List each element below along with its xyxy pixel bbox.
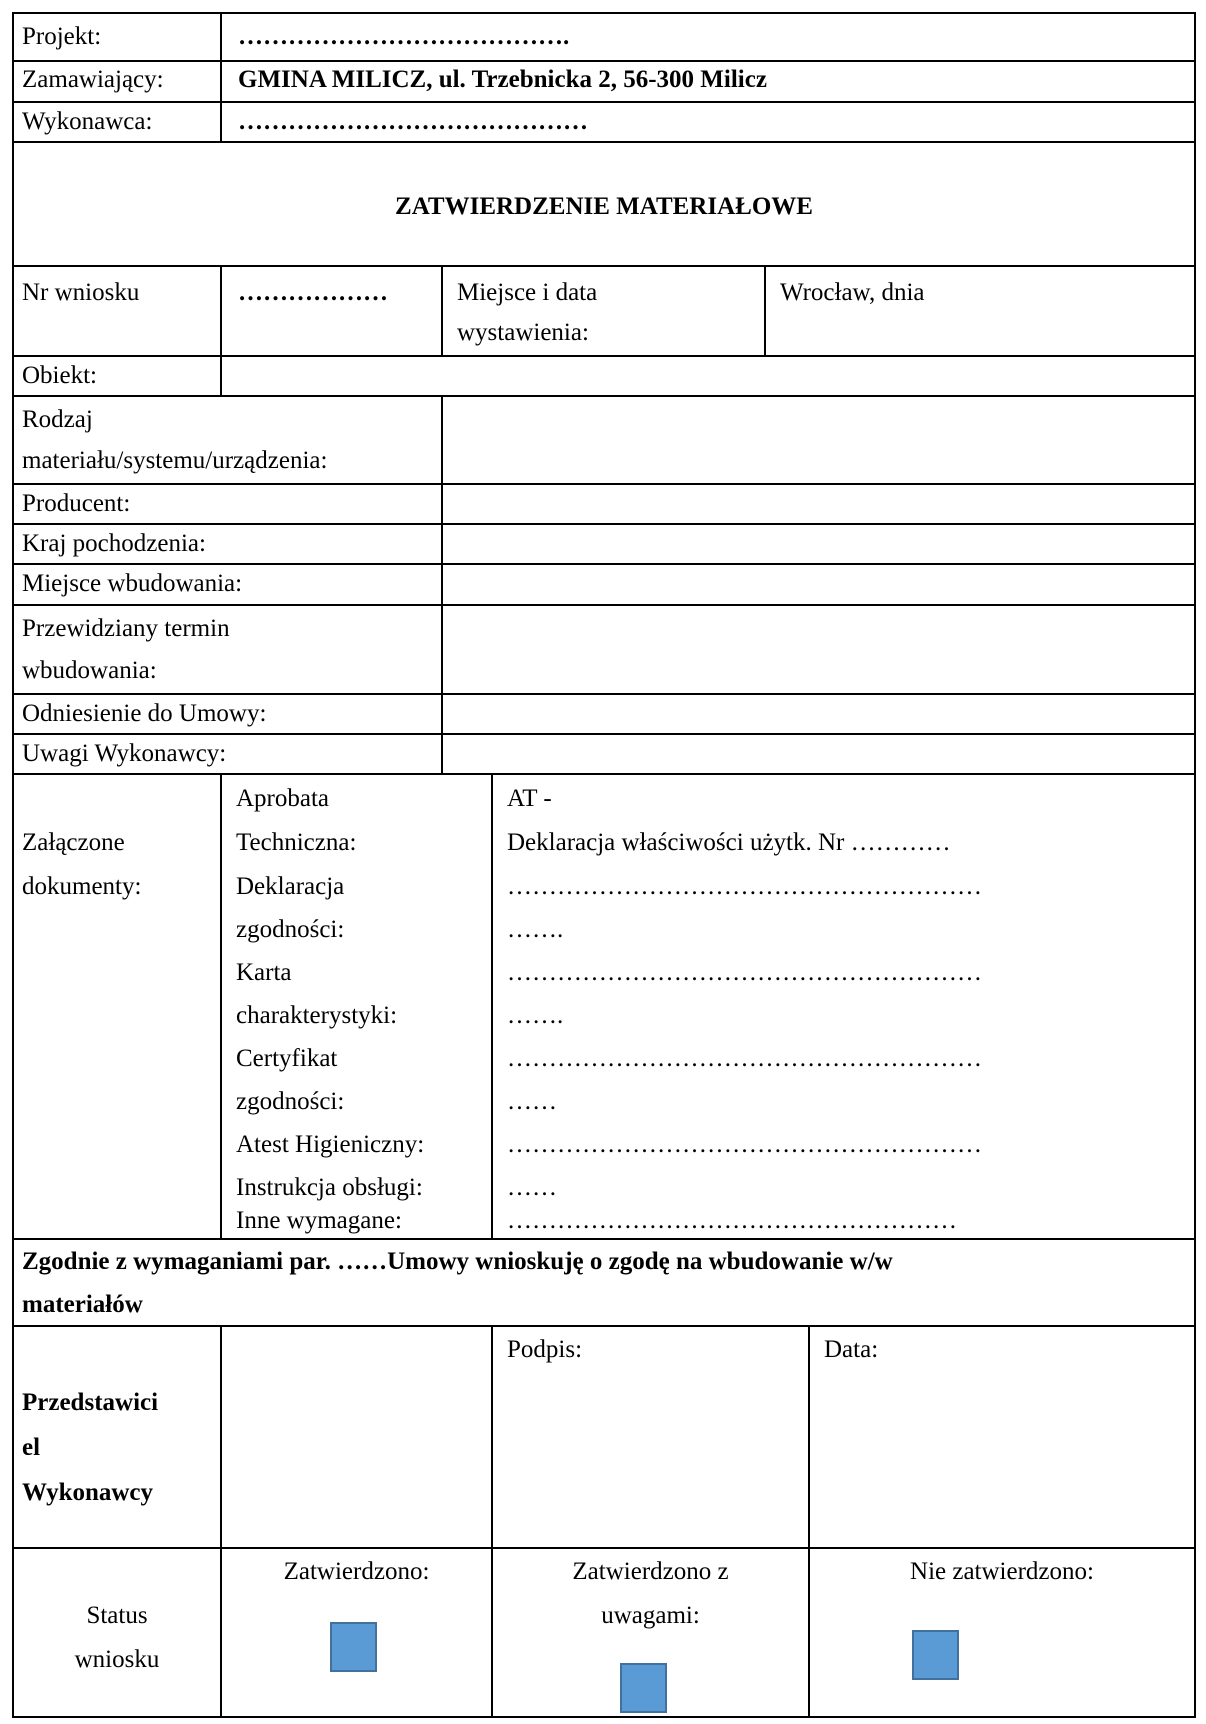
wykonawca-field[interactable]: …………………………………… [238,108,588,135]
date-label: Data: [824,1336,879,1363]
representative-name-field[interactable] [222,1327,491,1547]
approved-with-remarks-label: uwagami: [601,1602,700,1629]
projekt-field[interactable]: …………………………………. [238,23,570,50]
termin-field[interactable] [443,606,1194,693]
rodzaj-field[interactable] [443,397,1194,483]
miejsce-field[interactable] [443,565,1194,604]
uwagi-field[interactable] [443,735,1194,773]
obiekt-field[interactable] [222,357,1194,395]
border-bottom [12,1716,1196,1718]
document-value[interactable]: …… [507,1088,557,1115]
document-value[interactable]: ………………………………………………… [507,959,982,986]
representative-label: el [22,1434,41,1461]
document-value[interactable]: ………………………………………………… [507,1045,982,1072]
date-field[interactable] [810,1370,1194,1547]
rodzaj-label: materiału/systemu/urządzenia: [22,447,328,474]
request-statement: materiałów [22,1291,143,1318]
divider [491,773,493,1240]
divider [12,60,1196,62]
signature-label: Podpis: [507,1336,583,1363]
not-approved-label: Nie zatwierdzono: [910,1558,1094,1585]
termin-label: Przewidziany termin [22,615,230,642]
document-type: charakterystyki: [236,1002,398,1029]
zamawiajacy-label: Zamawiający: [22,66,164,93]
divider [12,141,1196,143]
approved-label: Zatwierdzono: [283,1558,430,1585]
document-type: Instrukcja obsługi: [236,1174,423,1201]
divider [220,773,222,1240]
divider [12,1547,1196,1549]
document-type: Aprobata [236,785,330,812]
approved-checkbox[interactable] [330,1622,377,1672]
approved-with-remarks-checkbox[interactable] [620,1663,667,1713]
divider [220,12,222,143]
document-type: Inne wymagane: [236,1207,402,1234]
uwagi-label: Uwagi Wykonawcy: [22,740,227,767]
request-statement: Zgodnie z wymaganiami par. ……Umowy wnioskuję o zgodę na wbudowanie w/w [22,1248,893,1275]
document-type: Certyfikat [236,1045,338,1072]
producent-field[interactable] [443,485,1194,523]
document-value[interactable]: Deklaracja właściwości użytk. Nr ………… [507,829,951,856]
miejsce-label: Miejsce wbudowania: [22,570,243,597]
not-approved-checkbox[interactable] [912,1630,959,1680]
document-type: Deklaracja [236,873,345,900]
odniesienie-label: Odniesienie do Umowy: [22,700,267,727]
divider [12,1325,1196,1327]
divider [12,1238,1196,1240]
representative-label: Przedstawici [22,1389,159,1416]
representative-label: Wykonawcy [22,1479,154,1506]
border-left [12,12,14,1718]
documents-label: Załączone [22,829,125,856]
wykonawca-label: Wykonawca: [22,108,153,135]
obiekt-label: Obiekt: [22,362,97,389]
place-date-label: wystawienia: [457,319,589,346]
divider [12,265,1196,267]
kraj-field[interactable] [443,525,1194,563]
document-value[interactable]: ………………………………………………… [507,873,982,900]
divider [12,101,1196,103]
kraj-label: Kraj pochodzenia: [22,530,206,557]
document-type: Atest Higieniczny: [236,1131,425,1158]
document-type: zgodności: [236,916,345,943]
signature-field[interactable] [493,1370,808,1547]
document-title: ZATWIERDZENIE MATERIAŁOWE [395,193,813,220]
document-value[interactable]: ……. [507,1002,564,1029]
place-date-label: Miejsce i data [457,279,598,306]
document-type: Techniczna: [236,829,357,856]
place-date-field[interactable]: Wrocław, dnia [780,279,925,306]
rodzaj-label: Rodzaj [22,406,93,433]
border-top [12,12,1196,14]
document-value[interactable]: ……………………………………………… [507,1207,957,1234]
producent-label: Producent: [22,490,131,517]
border-right [1194,12,1196,1718]
divider [12,773,1196,775]
document-value[interactable]: …… [507,1174,557,1201]
request-number-label: Nr wniosku [22,279,140,306]
approved-with-remarks-label: Zatwierdzono z [572,1558,729,1585]
divider [441,265,443,357]
projekt-label: Projekt: [22,23,102,50]
status-label: wniosku [74,1646,160,1673]
odniesienie-field[interactable] [443,695,1194,733]
status-label: Status [86,1602,148,1629]
termin-label: wbudowania: [22,657,157,684]
document-type: Karta [236,959,292,986]
document-type: zgodności: [236,1088,345,1115]
document-value[interactable]: ……. [507,916,564,943]
request-number-field[interactable]: ……………… [238,279,388,306]
documents-label: dokumenty: [22,873,142,900]
document-value[interactable]: AT - [507,785,552,812]
document-value[interactable]: ………………………………………………… [507,1131,982,1158]
divider [764,265,766,357]
zamawiajacy-value: GMINA MILICZ, ul. Trzebnicka 2, 56-300 Milicz [238,66,767,93]
